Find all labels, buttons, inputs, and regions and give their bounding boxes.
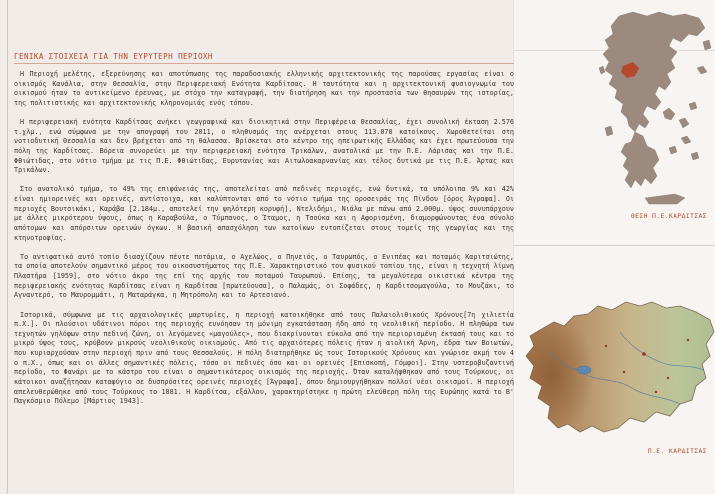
paragraph-history: Ιστορικά, σύμφωνα με τις αρχαιολογικές μαρτυρίες, η περιοχή κατοικήθηκε από τους Παλαιολιθικούς Χρόνους[7η χιλιετία π.Χ.]. Οι πλούσιοι υδάτινοι πόροι της περιοχής ευνόησαν τη μόνιμη εγκατάσταση ήδη από τη νεολιθική περίοδο. Η πληθώρα των τεχνητών γηλόφων στην πεδινή ζώνη, οι λεγόμενες «μαγούλες», που διακρίνονται εύκολα από την περιορισμένη έκτασή τους και το μικρό ύψος τους, κρύβουν μικρούς νεολιθικούς οικισμούς. Από τις αρχαιότερες πόλεις ήταν η αιολική Άρνη, έδρα των Βοιωτών, που κυριαρχούσαν στην περιοχή πριν από τους Θεσσαλούς. Η πόλη διατηρήθηκε ώς τους Ιστορικούς Χρόνους και γνώρισε ακμή τον 4 ο π.Χ., όπως και οι άλλες σημαντικές πόλεις, τόσο οι πεδινές όσο και οι ορεινές [Επισκοπή, Γόμφοι]. Στην υστεροβυζαντινή περίοδο, το Φανάρι με το κάστρο του είναι ο σημαντικότερος οικισμός της περιοχής. Όταν καταλήφθηκαν από τους Τούρκους, οι κάτοικοι αναζήτησαν καταφύγιο σε δυσπρόσιτες ορεινές περιοχές [Άγραφα], όπου δημιουργήθηκαν πολλοί νέοι οικισμοί. Η περιοχή απελευθερώθηκε από τους Τούρκους το 1881. Η Καρδίτσα, εξάλλου, χαρακτηρίστηκε η πρώτη ελεύθερη πόλη της Ευρώπης κατά το Β' Παγκόσμιο Πόλεμο [Μάρτιος 1943]. — [14, 310, 514, 406]
plastiras-lake — [577, 366, 591, 374]
karditsa-relief-map — [520, 292, 715, 442]
body-text — [14, 70, 514, 416]
karditsa-map-caption: Π.Ε. ΚΑΡΔΙΤΣΑΣ — [647, 448, 707, 455]
section-title: ΓΕΝΙΚΑ ΣΤΟΙΧΕΙΑ ΓΙΑ ΤΗΝ ΕΥΡΥΤΕΡΗ ΠΕΡΙΟΧΗ — [14, 52, 213, 61]
paragraph-intro: Η Περιοχή μελέτης, εξερεύνησης και αποτύπωσης της παραδοσιακής ελληνικής αρχιτεκτονικής της παρούσας εργασίας είναι ο οικισμός Κανάλια, στην Θεσσαλία, στην Περιφερειακή Ενότητα Καρδίτσας. Η ταυτότητα και η αρχιτεκτονική φυσιογνωμία του οικισμού ήταν το αντικείμενο έρευνας, με στόχο την καταγραφή, την διατήρηση και την προστασία των θησαυρών της ιστορίας, της πολιτιστικής και αρχιτεκτονικής κληρονομιάς ενός τόπου. — [14, 70, 514, 107]
greece-map — [585, 8, 713, 208]
greece-land-shape — [599, 12, 711, 204]
left-margin-rule — [7, 0, 8, 494]
paragraph-geography: Η περιφερειακή ενότητα Καρδίτσας ανήκει γεωγραφικά και διοικητικά στην Περιφέρεια Θεσσαλίας, έχει συνολική έκταση 2.576 τ.χλμ., ενώ σύμφωνα με την απογραφή του 2011, ο πληθυσμός της ανέρχεται στους 113.070 κατοίκους. Χωροθετείται στη νοτιοδυτική Θεσσαλία και δεν βρέχεται από τη θάλασσα. Βρίσκεται στο κέντρο της ηπειρωτικής Ελλάδας και έχει πρωτεύουσα την πόλη της Καρδίτσας. Βόρεια συνορεύει με την περιφερειακή ενότητα Τρικάλων, ανατολικά με την Π.Ε. Λάρισας και την Π.Ε. Φθιώτιδας, στο νότιο τμήμα με τις Π.Ε. Φθιώτιδας, Ευρυτανίας και Αιτωλοακαρνανίας και τέλος δυτικά με τις Π.Ε. Άρτας και Τρικάλων. — [14, 118, 514, 175]
title-underline — [14, 63, 514, 64]
sidebar-divider — [513, 245, 715, 246]
greece-map-caption: ΘΕΣΗ Π.Ε.ΚΑΡΔΙΤΣΑΣ — [630, 213, 707, 220]
paragraph-rivers: Το αντιφατικό αυτό τοπίο διασχίζουν πέντε ποτάμια, ο Αχελώος, ο Πηνειός, ο Ταυρωπός, ο Ενιπέας και ποταμός Καριτσιώτης, τα οποία αποτελούν σημαντικό μέρος του οικοσυστήματος της Π.Ε. Χαρακτηριστικό του φυσικού τοπίου της, είναι η τεχνητή λίμνη Πλαστήρα [1959], στο νότιο άκρο της επί της αρχής του ποταμού Ταυρωπού. Επίσης, τα μεγαλύτερα οικιστικά κέντρα της περιφερειακής ενότητας Καρδίτσας είναι η Καρδίτσα [πρωτεύουσα], ο Παλαμάς, οι Σοφάδες, η Καρδιτσομαγούλα, το Μουζάκι, το Αγναντερό, το Μαυρομμάτι, η Ματαράγκα, η Μητρόπολη και το Αρτεσιανό. — [14, 252, 514, 300]
paragraph-terrain: Στο ανατολικό τμήμα, το 49% της επιφάνειάς της, αποτελείται από πεδινές περιοχές, ενώ δυτικά, τα υπόλοιπα 9% και 42% είναι ημιορεινές και ορεινές, αντίστοιχα, και καλύπτονται από το νότιο τμήμα της οροσειράς της Πίνδου [όρος Άγραφα]. Οι περιοχές Βουτσικάκι, Καράβα [2.184μ., αποτελεί την ψηλότερη κορυφή], Ντελιδήμι, Νιάλα με πάνω από 2.000μ. ύψος συνυπάρχουν με άλλες μικρότερου ύψους, όπως η Καραβούλα, ο Τύμπανος, ο Ίταμος, η Τσούκα και η Αφορισμένη, διαμορφώνοντας ένα σύνολο απότομων και απόρσιτων ορεινών όγκων. Η βασική απασχόληση των κατοίκων εντοπίζεται στους τομείς της γεωργίας και της κτηνοτροφίας. — [14, 185, 514, 242]
